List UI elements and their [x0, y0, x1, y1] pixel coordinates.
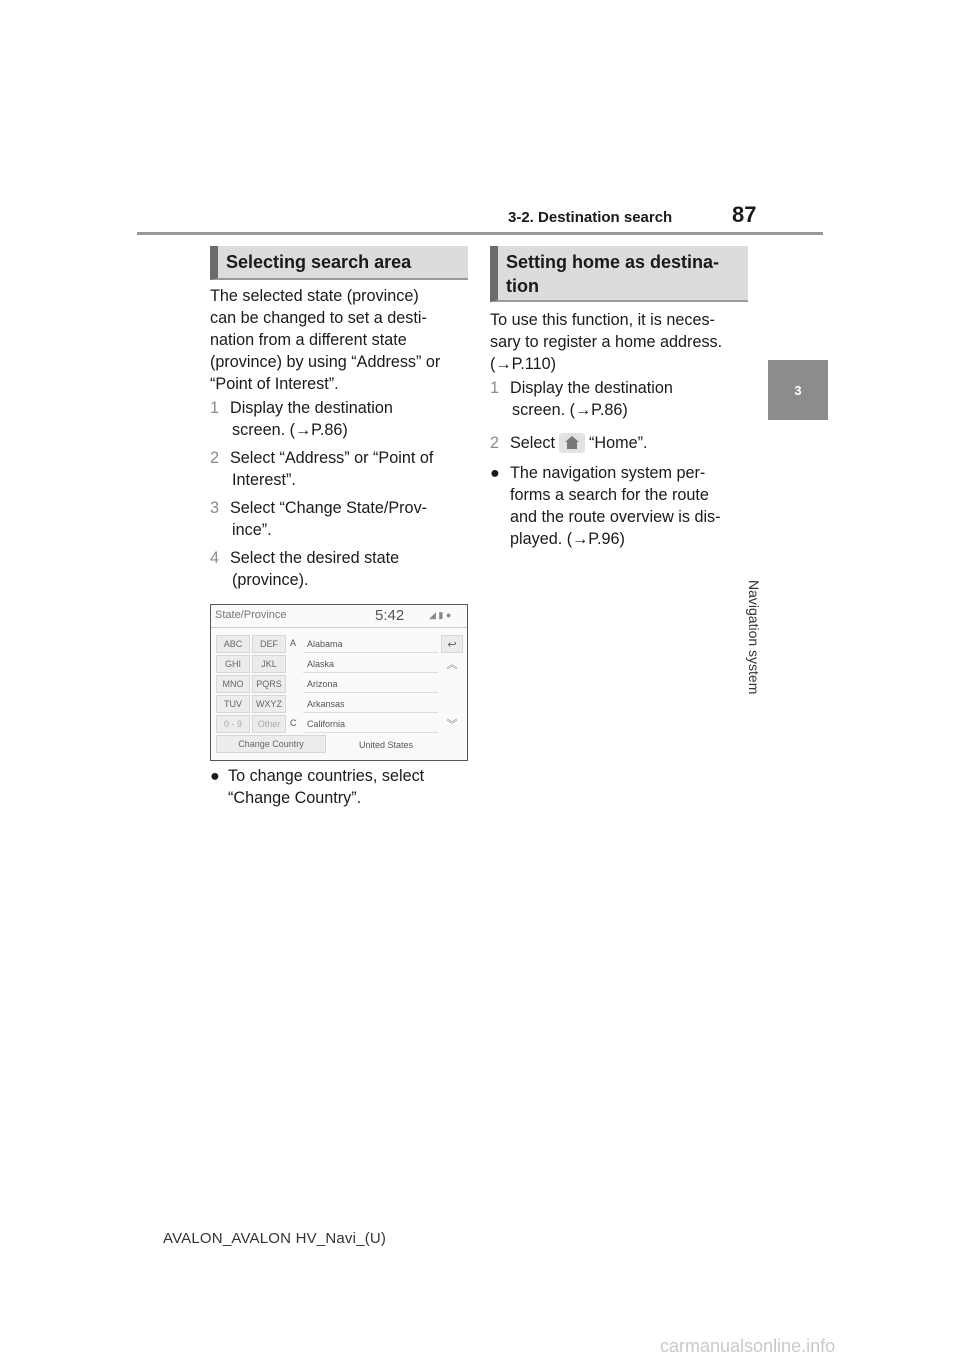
- chapter-label: Navigation system: [746, 580, 762, 695]
- key-other[interactable]: Other: [252, 715, 286, 733]
- country-value: United States: [359, 740, 414, 750]
- state-row[interactable]: Alabama: [303, 635, 438, 653]
- state-row[interactable]: California: [303, 715, 438, 733]
- key-tuv[interactable]: TUV: [216, 695, 250, 713]
- state-row[interactable]: Arizona: [303, 675, 438, 693]
- change-country-button[interactable]: Change Country: [216, 735, 326, 753]
- home-destination-icon: [559, 433, 585, 453]
- key-pqrs[interactable]: PQRS: [252, 675, 286, 693]
- right-bullet: ● The navigation system per- forms a search for the route and the route overview is dis- played. (→P.96): [490, 464, 721, 548]
- right-intro: To use this function, it is neces- sary to register a home address. (→P.110): [490, 311, 723, 373]
- scroll-up-icon[interactable]: ︽: [446, 659, 458, 671]
- left-intro: The selected state (province) can be changed to set a desti- nation from a different state (province) by using “Address” or “Point of Interest”.: [210, 287, 441, 393]
- left-step-3: 3 Select “Change State/Prov- ince”.: [210, 499, 428, 539]
- left-bullet: ● To change countries, select “Change Country”.: [210, 767, 425, 807]
- left-step-4: 4 Select the desired state (province).: [210, 549, 400, 589]
- watermark: carmanualsonline.info: [660, 1336, 836, 1356]
- right-step-1: 1 Display the destination screen. (→P.86): [490, 379, 673, 419]
- left-step-2: 2 Select “Address” or “Point of Interest”.: [210, 449, 434, 489]
- index-letter-a: A: [290, 638, 297, 648]
- back-icon[interactable]: ↩: [441, 635, 463, 653]
- manual-footer: AVALON_AVALON HV_Navi_(U): [163, 1230, 387, 1247]
- scroll-down-icon[interactable]: ︾: [446, 719, 458, 731]
- index-letter-c: C: [290, 718, 297, 728]
- screen-title: State/Province: [215, 609, 287, 621]
- key-abc[interactable]: ABC: [216, 635, 250, 653]
- state-row[interactable]: Alaska: [303, 655, 438, 673]
- key-mno[interactable]: MNO: [216, 675, 250, 693]
- key-def[interactable]: DEF: [252, 635, 286, 653]
- key-0-9[interactable]: 0 - 9: [216, 715, 250, 733]
- chapter-tab: 3: [768, 360, 828, 420]
- state-province-screenshot: [210, 604, 468, 761]
- header-section-title: 3-2. Destination search: [508, 209, 673, 226]
- key-jkl[interactable]: JKL: [252, 655, 286, 673]
- status-icons: ◢ ▮ ●: [429, 610, 452, 620]
- page-number: 87: [732, 202, 757, 227]
- left-step-1: 1 Display the destination screen. (→P.86): [210, 399, 393, 439]
- header-rule: [137, 232, 823, 235]
- key-ghi[interactable]: GHI: [216, 655, 250, 673]
- screen-clock: 5:42: [375, 607, 405, 624]
- key-wxyz[interactable]: WXYZ: [252, 695, 286, 713]
- right-step-2: 2 Select “Home”.: [490, 434, 648, 452]
- state-row[interactable]: Arkansas: [303, 695, 438, 713]
- section-heading-home: Setting home as destina- tion: [490, 246, 748, 302]
- section-heading-search-area: Selecting search area: [210, 246, 468, 280]
